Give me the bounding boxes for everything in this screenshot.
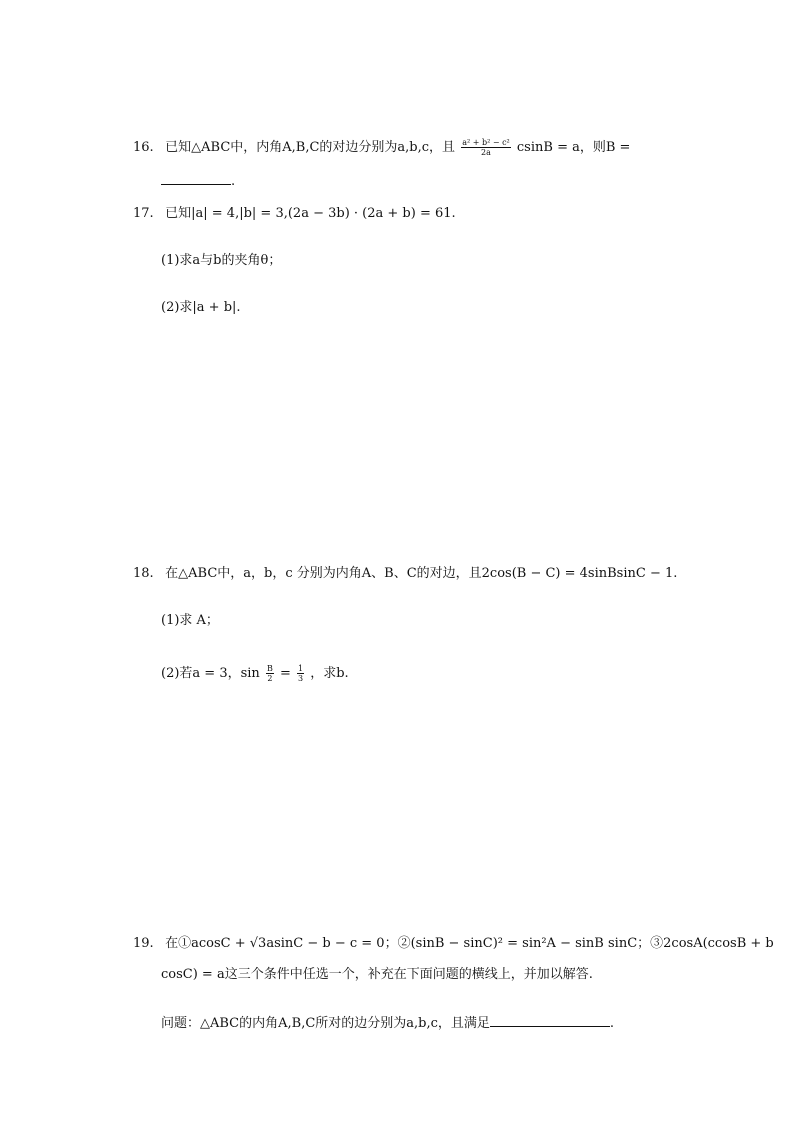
q18-frac2-top: 1 (298, 664, 304, 673)
q16-tail: . (231, 174, 236, 189)
q17-stem: 已知|a| = 4,|b| = 3,(2a − 3b) · (2a + b) = 61. (165, 206, 456, 221)
q19-line3-end: . (609, 1016, 615, 1031)
q16-frac-top: a² + b² − c² (462, 138, 510, 147)
q19-line1: 在①acosC + √3asinC − b − c = 0；②(sinB − sinC)² = sin²A − sinB sinC；③2cosA(ccosB + b (165, 936, 774, 951)
q16-line (133, 138, 630, 157)
q16-number: 16. (133, 140, 154, 155)
q16-frac-bottom: 2a (481, 148, 491, 157)
q16-post: csinB = a，则B = (516, 140, 631, 155)
q18-part2-pre: (2)若a = 3，sin (161, 666, 260, 681)
q19-line2: cosC) = a这三个条件中任选一个，补充在下面问题的横线上，并加以解答. (161, 967, 593, 982)
q18-part2 (161, 664, 349, 683)
q18-line (133, 565, 677, 583)
q18-frac2-bottom: 3 (298, 674, 304, 683)
q17-number: 17. (133, 206, 154, 221)
q18-eq: = (275, 666, 295, 681)
q19-number: 19. (133, 936, 154, 951)
q16-answer-line (161, 172, 235, 191)
q18-frac1-top: B (266, 664, 273, 673)
q16-fraction (461, 138, 511, 157)
q17-part2: (2)求|a + b|. (161, 300, 241, 315)
q19-answer-blank (490, 1014, 610, 1027)
q17-line (133, 205, 456, 223)
q19-line3 (161, 1014, 614, 1033)
q16-answer-blank (161, 172, 231, 185)
q18-part2-post: ，求b. (310, 666, 349, 681)
q19-line (133, 935, 774, 953)
q18-number: 18. (133, 566, 154, 581)
q18-frac1-bottom: 2 (267, 674, 273, 683)
q18-fraction-b2 (266, 664, 274, 683)
q18-stem: 在△ABC中，a，b，c 分别为内角A、B、C的对边，且2cos(B − C) = 4sinBsinC − 1. (165, 566, 678, 581)
q19-line3-text: 问题：△ABC的内角A,B,C所对的边分别为a,b,c，且满足 (161, 1016, 490, 1031)
q18-fraction-13 (297, 664, 304, 683)
q17-part1: (1)求a与b的夹角θ； (161, 253, 282, 268)
q16-pre: 已知△ABC中，内角A,B,C的对边分别为a,b,c，且 (165, 140, 456, 155)
q18-part1: (1)求 A； (161, 613, 219, 628)
